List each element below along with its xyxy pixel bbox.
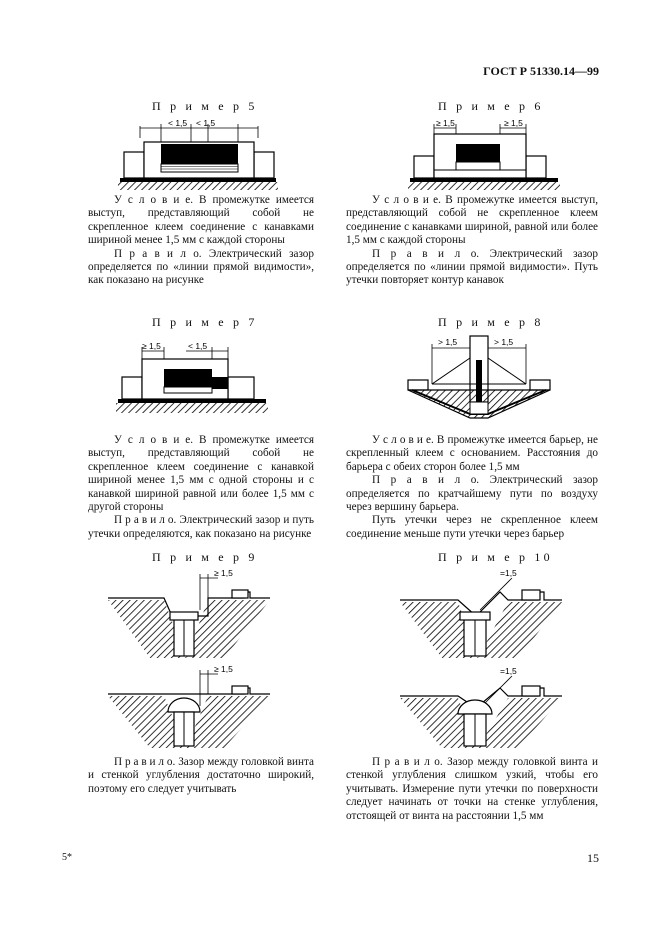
example-10-figure bbox=[396, 562, 566, 752]
example-5-condition: У с л о в и е. В промежутке имеется выступ, представляющий собой не скрепленное клеем соединение с канавками шириной менее 1,5 мм с каждой стороны bbox=[88, 194, 314, 247]
example-6-dim-left: ≥ 1,5 bbox=[436, 118, 455, 128]
example-7-figure bbox=[116, 333, 276, 413]
example-5-dim-left: < 1,5 bbox=[168, 118, 188, 128]
example-9-dim-upper: ≥ 1,5 bbox=[214, 568, 233, 578]
example-9-dim-lower: ≥ 1,5 bbox=[214, 664, 233, 674]
example-10-dim-upper: =1,5 bbox=[500, 568, 517, 578]
example-6-dim-right: ≥ 1,5 bbox=[504, 118, 523, 128]
example-6-title: П р и м е р 6 bbox=[438, 99, 544, 113]
page-number: 15 bbox=[587, 851, 599, 865]
example-9-figure bbox=[104, 562, 274, 752]
example-5-title: П р и м е р 5 bbox=[152, 99, 258, 113]
example-7-title: П р и м е р 7 bbox=[152, 315, 258, 329]
example-9-title: П р и м е р 9 bbox=[152, 550, 258, 564]
example-7-dim-left: ≥ 1,5 bbox=[142, 341, 161, 351]
example-10-rule: П р а в и л о. Зазор между головкой винта и стенкой углубления слишком узкий, чтобы его учитывать. Измерение пути утечки по поверхности следует начинать от точки на стенке углубления, отстоящей от винта на расстоянии 1,5 мм bbox=[346, 756, 598, 822]
example-10-title: П р и м е р 10 bbox=[438, 550, 553, 564]
example-6-figure bbox=[404, 114, 564, 190]
example-9-rule: П р а в и л о. Зазор между головкой винта и стенкой углубления достаточно широкий, поэтому его следует учитывать bbox=[88, 756, 314, 795]
example-5-rule: П р а в и л о. Электрический зазор определяется по «линии прямой видимости», как показано на рисунке bbox=[88, 247, 314, 287]
example-8-condition: У с л о в и е. В промежутке имеется барьер, не скрепленный клеем с основанием. Расстояния до барьера с обеих сторон более 1,5 мм bbox=[346, 434, 598, 473]
example-8-rule: П р а в и л о. Электрический зазор определяется по кратчайшему пути по воздуху через вершину барьера. bbox=[346, 474, 598, 514]
example-8-title: П р и м е р 8 bbox=[438, 315, 544, 329]
example-8-dim-right: > 1,5 bbox=[494, 337, 514, 347]
example-6-rule: П р а в и л о. Электрический зазор определяется по «линии прямой видимости». Путь утечки повторяет контур канавок bbox=[346, 247, 598, 287]
example-8-rule-continued: Путь утечки через не скрепленное клеем соединение меньше пути утечки через барьер bbox=[346, 514, 598, 540]
document-header: ГОСТ Р 51330.14—99 bbox=[483, 64, 599, 78]
example-8-dim-left: > 1,5 bbox=[438, 337, 458, 347]
example-7-condition: У с л о в и е. В промежутке имеется выступ, представляющий собой не скрепленное клеем соединение с канавкой шириной менее 1,5 мм с одной стороны и с канавкой шириной равной или более 1,5 мм с другой стороны bbox=[88, 434, 314, 514]
example-8-figure bbox=[404, 332, 554, 422]
example-5-figure bbox=[118, 114, 278, 190]
example-6-condition: У с л о в и е. В промежутке имеется выступ, представляющий собой не скрепленное клеем соединение с канавками шириной, равной или более 1,5 мм с каждой стороны bbox=[346, 194, 598, 247]
example-7-rule: П р а в и л о. Электрический зазор и путь утечки определяются, как показано на рисунке bbox=[88, 514, 314, 540]
example-10-dim-lower: =1,5 bbox=[500, 666, 517, 676]
example-7-dim-right: < 1,5 bbox=[188, 341, 208, 351]
footer-mark: 5* bbox=[62, 852, 72, 863]
example-5-dim-right: < 1,5 bbox=[196, 118, 216, 128]
